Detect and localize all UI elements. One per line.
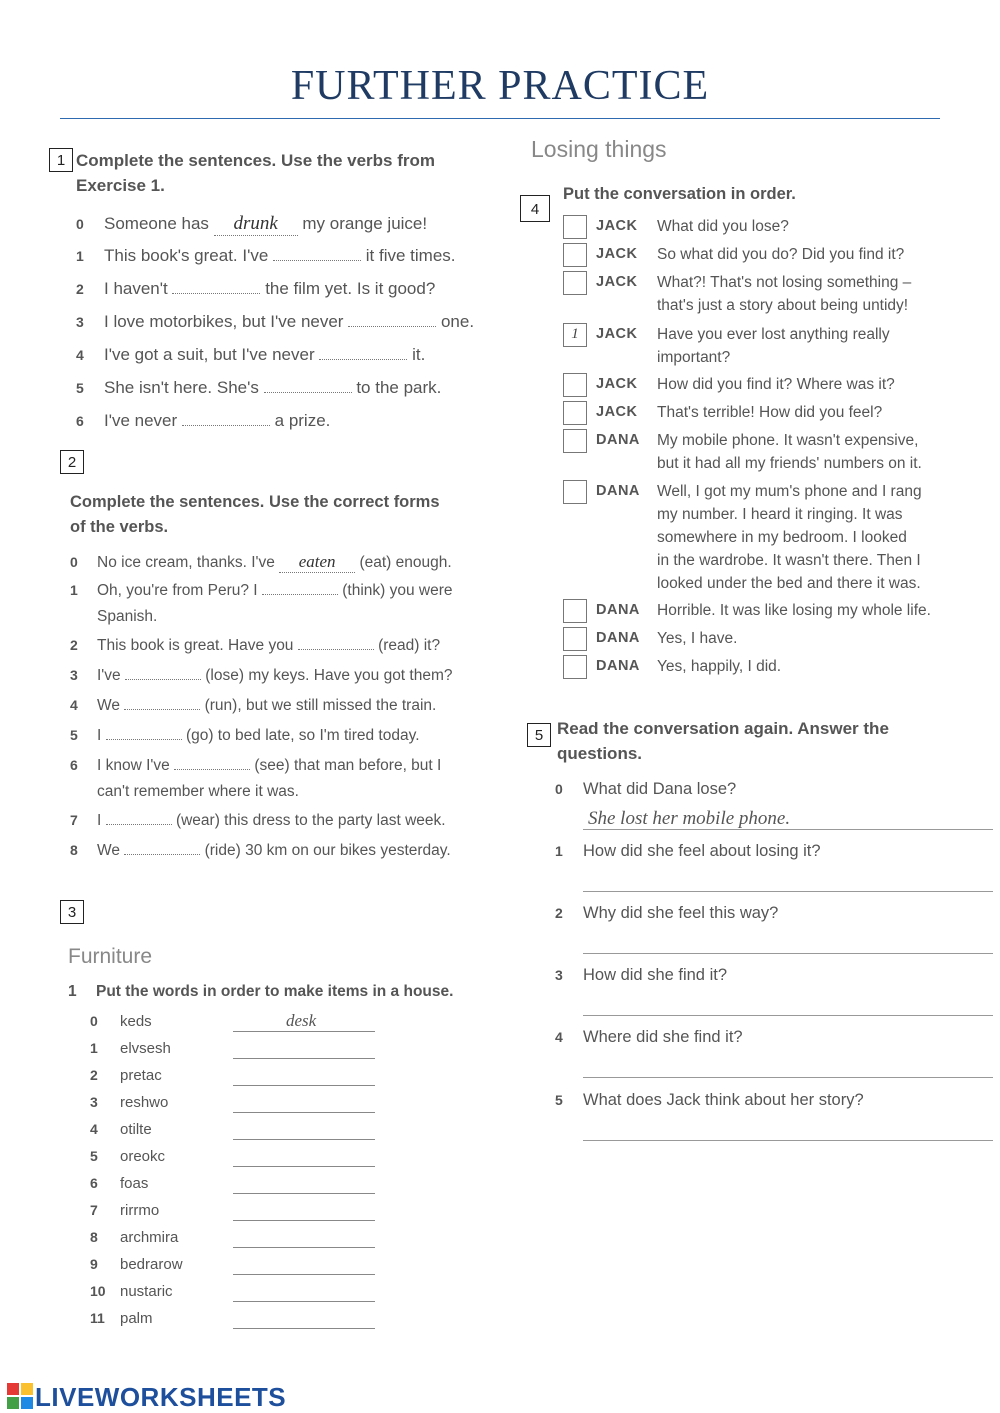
sentence-start: I haven't [104,279,168,298]
answer-blank[interactable] [124,709,200,710]
utterance [657,373,895,396]
sentence-end: to the park. [356,378,442,397]
furniture-item-8 [90,1229,390,1247]
order-box[interactable] [563,271,587,295]
instruction-line: of the verbs. [70,518,169,536]
sentence-start: I [97,812,102,829]
sentence-start: I've [97,667,121,684]
exercise-1-item-4 [76,345,425,365]
answer-line[interactable] [583,1077,993,1078]
sentence-end: one. [440,312,475,331]
item-number: 11 [90,1310,105,1326]
scrambled-word: bedrarow [120,1256,183,1273]
scrambled-word: reshwo [120,1094,169,1111]
answer-blank[interactable] [319,359,407,360]
scrambled-word: elvsesh [120,1040,171,1057]
exercise-2-item-6 [70,757,441,775]
utterance [657,599,931,622]
order-box[interactable] [563,215,587,239]
answer-blank[interactable] [182,425,270,426]
answer-line[interactable] [583,953,993,954]
sentence-end: (think) you were [342,582,453,599]
answer-line[interactable] [233,1193,375,1194]
sentence-start: We [97,697,120,714]
sentence-start: No ice cream, thanks. I've [97,554,275,571]
furniture-item-7 [90,1202,390,1220]
exercise-2-item-4 [70,697,436,715]
exercise-5-number: 5 [527,723,551,747]
instruction-line: Complete the sentences. Use the correct forms [70,493,440,511]
scrambled-word: keds [120,1013,152,1030]
question-1 [555,842,995,861]
item-number: 5 [76,380,84,396]
sentence-end: it five times. [365,246,456,265]
logo-grid-icon [7,1383,33,1409]
question-0 [555,780,995,829]
sentence-end: (ride) 30 km on our bikes yesterday. [204,842,451,859]
utterance-line: my number. I heard it ringing. It was [657,506,903,523]
item-number: 3 [70,667,78,683]
exercise-3-number: 3 [60,900,84,924]
item-number: 3 [76,314,84,330]
order-box[interactable] [563,627,587,651]
scrambled-word: oreokc [120,1148,166,1165]
exercise-4-number: 4 [520,195,550,222]
exercise-2-item-1-continuation: Spanish. [97,608,158,625]
conversation-list [563,213,983,693]
sentence-start: I love motorbikes, but I've never [104,312,344,331]
utterance-line: How did you find it? Where was it? [657,376,895,393]
answer-line[interactable] [233,1139,375,1140]
sub-number: 1 [68,983,77,1000]
utterance-line: Yes, happily, I did. [657,658,782,675]
exercise-1-instruction [76,148,435,198]
item-number: 0 [555,781,563,797]
utterance-line: What?! That's not losing something – [657,274,912,291]
answer-line[interactable] [583,1140,993,1141]
sentence-end: (run), but we still missed the train. [204,697,437,714]
exercise-2-item-6-continuation: can't remember where it was. [97,783,299,800]
order-box[interactable] [563,243,587,267]
speaker-label: JACK [596,246,638,262]
answer-line[interactable] [233,1058,375,1059]
speaker-label: JACK [596,218,638,234]
utterance-line: that's just a story about being untidy! [657,297,909,314]
answer-blank[interactable]: eaten [279,552,355,573]
exercise-2-item-3 [70,667,453,685]
exercise-1-item-2 [76,279,435,299]
utterance [657,480,922,595]
answer-blank[interactable] [298,649,374,650]
question-text: How did she find it? [583,966,727,984]
item-number: 6 [90,1175,98,1191]
answer-blank[interactable] [273,260,361,261]
sentence-start: Someone has [104,214,209,233]
answer-blank[interactable] [172,293,260,294]
furniture-item-0 [90,1013,390,1031]
answer-text[interactable]: desk [286,1011,317,1030]
instruction-line: Read the conversation again. Answer the [557,719,889,738]
exercise-4-instruction: Put the conversation in order. [563,185,796,203]
utterance-line: Yes, I have. [657,630,738,647]
exercise-1-item-0 [76,213,427,236]
sentence-end: (read) it? [378,637,441,654]
item-number: 7 [90,1202,98,1218]
order-box[interactable] [563,480,587,504]
furniture-heading: Furniture [68,945,153,968]
exercise-1-item-1 [76,246,456,266]
exercise-2-number: 2 [60,450,84,474]
speaker-label: JACK [596,376,638,392]
answer-line[interactable] [233,1031,375,1032]
item-number: 4 [70,697,78,713]
item-number: 2 [90,1067,98,1083]
item-number: 2 [555,905,563,921]
furniture-item-9 [90,1256,390,1274]
scrambled-word: palm [120,1310,153,1327]
item-number: 6 [70,757,78,773]
title-divider [60,118,940,119]
item-number: 5 [555,1092,563,1108]
scrambled-word: nustaric [120,1283,173,1300]
item-number: 1 [70,582,78,598]
exercise-5-list [555,780,995,1150]
question-2 [555,904,995,923]
utterance [657,627,737,650]
sentence-end: (see) that man before, but I [254,757,442,774]
answer-line[interactable] [233,1220,375,1221]
answer-blank[interactable]: drunk [214,213,298,236]
order-box[interactable] [563,599,587,623]
answer-blank[interactable] [174,769,250,770]
answer-blank[interactable] [106,824,172,825]
utterance-line: somewhere in my bedroom. I looked [657,529,907,546]
scrambled-word: archmira [120,1229,179,1246]
utterance-line: Horrible. It was like losing my whole life. [657,602,931,619]
utterance-line: So what did you do? Did you find it? [657,246,905,263]
furniture-item-11 [90,1310,390,1328]
item-number: 4 [76,347,84,363]
order-box[interactable] [563,401,587,425]
item-number: 4 [90,1121,98,1137]
utterance-line: looked under the bed and there it was. [657,575,921,592]
utterance [657,655,781,678]
furniture-item-5 [90,1148,390,1166]
sentence-end: (lose) my keys. Have you got them? [205,667,453,684]
utterance-line: My mobile phone. It wasn't expensive, [657,432,919,449]
item-number: 6 [76,413,84,429]
sentence-start: I've got a suit, but I've never [104,345,315,364]
utterance-line: What did you lose? [657,218,789,235]
exercise-1-item-5 [76,378,441,398]
answer-blank[interactable] [262,594,338,595]
item-number: 2 [70,637,78,653]
speaker-label: JACK [596,404,638,420]
utterance [657,243,904,266]
instruction-line: questions. [557,744,643,763]
exercise-2-instruction [70,490,440,540]
exercise-2-item-7 [70,812,446,830]
question-text: Why did she feel this way? [583,904,779,922]
item-number: 9 [90,1256,98,1272]
speaker-label: JACK [596,326,638,342]
answer-line[interactable] [233,1085,375,1086]
furniture-item-1 [90,1040,390,1058]
sentence-end: (eat) enough. [359,554,452,571]
answer-blank[interactable] [124,854,200,855]
answer-text[interactable]: She lost her mobile phone. [588,808,791,829]
item-number: 0 [90,1013,98,1029]
exercise-5-instruction [557,716,889,766]
utterance [657,401,882,424]
brand-text: LIVEWORKSHEETS [35,1382,287,1412]
item-number: 3 [555,967,563,983]
utterance-line: but it had all my friends' numbers on it. [657,455,922,472]
answer-line[interactable] [233,1166,375,1167]
speaker-label: DANA [596,658,640,674]
sentence-start: We [97,842,120,859]
sentence-end: my orange juice! [302,214,428,233]
item-number: 1 [90,1040,98,1056]
answer-blank[interactable] [264,392,352,393]
question-4 [555,1028,995,1047]
answer-blank[interactable] [125,679,201,680]
item-number: 10 [90,1283,106,1299]
answer-blank[interactable] [106,739,182,740]
exercise-1-item-3 [76,312,474,332]
item-number: 1 [555,843,563,859]
item-number: 7 [70,812,78,828]
order-box[interactable] [563,429,587,453]
sentence-start: Oh, you're from Peru? I [97,582,258,599]
speaker-label: DANA [596,602,640,618]
exercise-3-instruction [68,983,453,1001]
utterance [657,215,789,238]
order-box[interactable]: 1 [563,323,587,347]
item-number: 1 [76,248,84,264]
scrambled-word: rirrmo [120,1202,160,1219]
furniture-item-2 [90,1067,390,1085]
item-number: 5 [90,1148,98,1164]
sentence-start: I've never [104,411,178,430]
utterance-line: Have you ever lost anything really [657,326,890,343]
exercise-3-list [90,1013,390,1343]
instruction-text: Put the words in order to make items in a house. [96,983,454,1000]
furniture-item-6 [90,1175,390,1193]
speaker-label: DANA [596,630,640,646]
answer-line[interactable] [583,829,993,830]
question-text: What does Jack think about her story? [583,1091,864,1109]
furniture-item-10 [90,1283,390,1301]
utterance-line: important? [657,349,731,366]
utterance-line: Well, I got my mum's phone and I rang [657,483,922,500]
scrambled-word: otilte [120,1121,152,1138]
furniture-item-4 [90,1121,390,1139]
exercise-1-number: 1 [49,148,73,172]
speaker-label: DANA [596,432,640,448]
item-number: 5 [70,727,78,743]
question-text: What did Dana lose? [583,780,737,798]
item-number: 4 [555,1029,563,1045]
answer-line[interactable] [233,1301,375,1302]
question-text: How did she feel about losing it? [583,842,821,860]
sentence-start: This book is great. Have you [97,637,294,654]
sentence-start: She isn't here. She's [104,378,259,397]
answer-line[interactable] [233,1328,375,1329]
sentence-end: (wear) this dress to the party last week. [175,812,446,829]
answer-line[interactable] [233,1247,375,1248]
losing-things-heading: Losing things [531,136,667,162]
sentence-end: the film yet. Is it good? [265,279,436,298]
order-box[interactable] [563,655,587,679]
exercise-1-item-6 [76,411,330,431]
sentence-end: it. [412,345,426,364]
furniture-item-3 [90,1094,390,1112]
question-3 [555,966,995,985]
answer-line[interactable] [233,1274,375,1275]
page-title: FURTHER PRACTICE [290,63,710,109]
instruction-line: Complete the sentences. Use the verbs from [76,151,436,170]
item-number: 3 [90,1094,98,1110]
scrambled-word: pretac [120,1067,162,1084]
speaker-label: DANA [596,483,640,499]
order-box[interactable] [563,373,587,397]
exercise-2-item-8 [70,842,451,860]
question-5 [555,1091,995,1110]
exercise-2-item-1 [70,582,453,600]
sentence-start: I [97,727,102,744]
item-number: 8 [70,842,78,858]
instruction-line: Exercise 1. [76,176,165,195]
answer-line[interactable] [583,891,993,892]
answer-line[interactable] [583,1015,993,1016]
sentence-end: a prize. [274,411,331,430]
answer-blank[interactable] [348,326,436,327]
exercise-2-item-5 [70,727,420,745]
utterance [657,323,890,369]
scrambled-word: foas [120,1175,149,1192]
answer-line[interactable] [233,1112,375,1113]
utterance [657,429,922,475]
sentence-start: I know I've [97,757,170,774]
utterance-line: in the wardrobe. It wasn't there. Then I [657,552,921,569]
utterance-line: That's terrible! How did you feel? [657,404,883,421]
item-number: 0 [70,554,78,570]
question-text: Where did she find it? [583,1028,743,1046]
sentence-end: (go) to bed late, so I'm tired today. [185,727,420,744]
utterance [657,271,911,317]
exercise-2-item-2 [70,637,440,655]
sentence-start: This book's great. I've [104,246,269,265]
item-number: 0 [76,216,84,232]
speaker-label: JACK [596,274,638,290]
item-number: 8 [90,1229,98,1245]
exercise-2-item-0 [70,552,452,573]
item-number: 2 [76,281,84,297]
